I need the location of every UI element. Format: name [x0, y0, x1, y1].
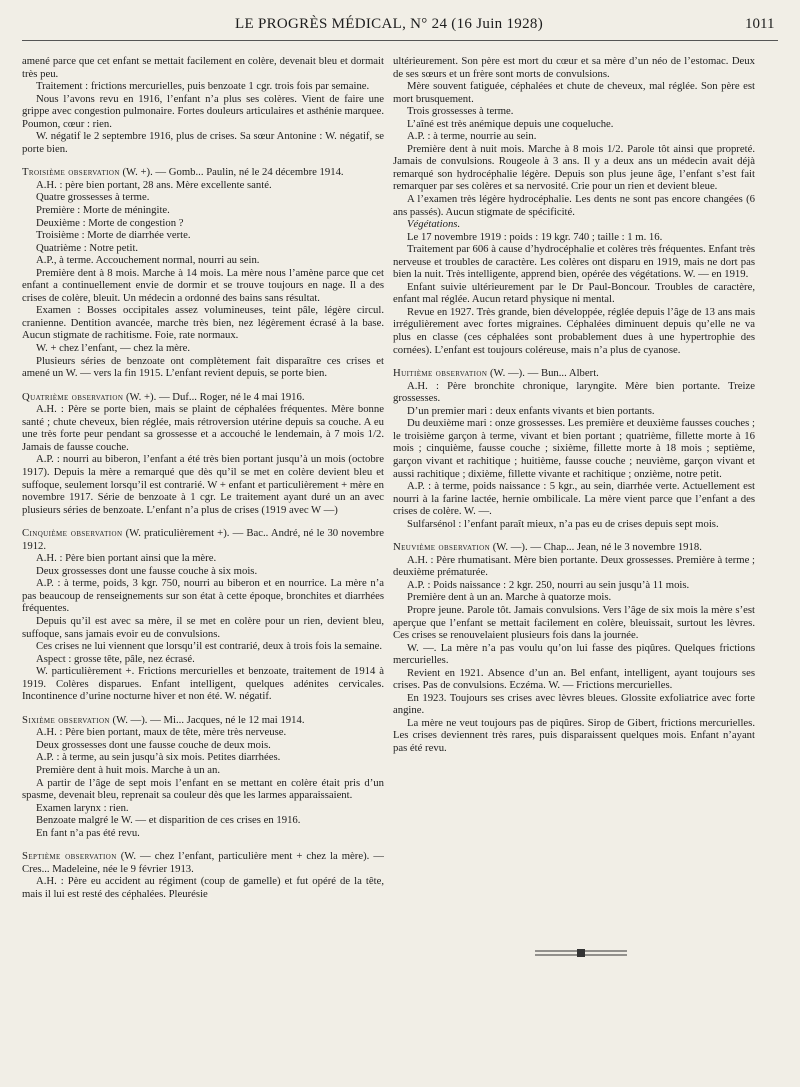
- paragraph-text: W. + chez l’enfant, — chez la mère.: [36, 342, 190, 355]
- paragraph-text: D’un premier mari : deux enfants vivants et bien portants.: [407, 404, 655, 417]
- paragraph: [22, 229, 384, 242]
- paragraph-text: A.H. : Père se porte bien, mais se plaint de céphalées fréquentes. Mère bonne santé ; chute cheveux, bien réglée, mais rétroversion utérine depuis sa couche. A eu une très forte peur pendant sa grossesse et a accouché le lendemain, à 7 mois 1/2. Jamais de fausse couche.: [22, 403, 384, 453]
- paragraph-text: (W. —). — Bun... Albert.: [489, 367, 599, 380]
- observation-heading-paragraph: [22, 527, 384, 552]
- paragraph-text: (W. —). — Mi... Jacques, né le 12 mai 1914.: [112, 713, 305, 726]
- paragraph: [393, 604, 755, 642]
- paragraph: [22, 751, 384, 764]
- observation-heading: Huitième observation: [393, 367, 488, 380]
- paragraph-text: La mère ne veut toujours pas de piqûres. Sirop de Gibert, frictions mercurielles. Les crises deviennent très rares, puis disparaissent quelques mois. Enfant n’ayant pas été revu.: [393, 716, 755, 754]
- paragraph: [22, 80, 384, 93]
- paragraph-text: (W. +). — Gomb... Paulin, né le 24 décembre 1914.: [122, 166, 344, 179]
- paragraph: [393, 130, 755, 143]
- paragraph-text: A.P. : à terme, poids, 3 kgr. 750, nourri au biberon et en nourrice. La mère n’a pas beaucoup de renseignements sur son état à cette époque, bronchites et diarrhées fréquentes.: [22, 577, 384, 615]
- paragraph-text: Ces crises ne lui viennent que lorsqu’il est contrarié, deux à trois fois la semaine.: [36, 640, 383, 653]
- paragraph: [22, 827, 384, 840]
- paragraph: [393, 118, 755, 131]
- paragraph: [393, 642, 755, 667]
- paragraph: [22, 577, 384, 615]
- paragraph-text: (W. — chez l’enfant, particulière ment + chez la mère). — Cres... Madeleine, née le 9 février 1913.: [22, 850, 384, 875]
- paragraph-text: Deuxième : Morte de congestion ?: [36, 216, 184, 229]
- paragraph: [22, 552, 384, 565]
- paragraph-text: Revient en 1921. Absence d’un an. Bel enfant, intelligent, ayant toujours ses crises. Pas de convulsions. Eczéma. W. — Frictions mercurielles.: [393, 666, 755, 692]
- paragraph: [393, 380, 755, 405]
- paragraph-text: ultérieurement. Son père est mort du cœur et sa mère d’un néo de l’estomac. Deux de ses sœurs et un frère sont morts de convulsions.: [393, 55, 755, 80]
- paragraph: [22, 130, 384, 155]
- paragraph-text: W. négatif le 2 septembre 1916, plus de crises. Sa sœur Antonine : W. négatif, se porte bien.: [22, 130, 384, 155]
- paragraph: [22, 179, 384, 192]
- paragraph: [393, 591, 755, 604]
- paragraph-text: W. —. La mère n’a pas voulu qu’on lui fasse des piqûres. Quelques frictions mercurielles.: [393, 641, 755, 667]
- paragraph: [393, 405, 755, 418]
- paragraph: [393, 55, 755, 80]
- paragraph-text: Sulfarsénol : l’enfant paraît mieux, n’a pas eu de crises depuis sept mois.: [407, 517, 719, 530]
- paragraph-text: A.H. : Père rhumatisant. Mère bien portante. Deux grossesses. Première à terme ; deuxième prématurée.: [393, 553, 755, 579]
- observation-heading: Troisième observation: [22, 166, 120, 179]
- paragraph-text: Traitement par 606 à cause d’hydrocéphalie et colères très fréquentes. Enfant très nerveuse et troubles de caractère. Les colères ont disparu en 1919, mais ne dort pas bien la nuit. Très intelligente, apprend bien, opérée des végétations. W. — en 1919.: [393, 243, 755, 281]
- paragraph: [22, 653, 384, 666]
- paragraph-text: Première dent à un an. Marche à quatorze mois.: [407, 591, 612, 604]
- paragraph-text: Première : Morte de méningite.: [36, 204, 170, 217]
- paragraph: [22, 355, 384, 380]
- paragraph-text: Première dent à huit mois. Marche à un an.: [36, 763, 221, 776]
- observation-heading: Neuvième observation: [393, 541, 491, 554]
- paragraph-text: A.H. : père bien portant, 28 ans. Mère excellente santé.: [36, 178, 272, 191]
- paragraph: [22, 217, 384, 230]
- paragraph: [22, 55, 384, 80]
- paragraph: [22, 726, 384, 739]
- paragraph: [22, 191, 384, 204]
- paragraph-text: Végétations.: [407, 218, 461, 231]
- left-column: [22, 55, 384, 1075]
- paragraph-text: Quatre grossesses à terme.: [36, 191, 150, 204]
- observation-heading-paragraph: [22, 714, 384, 727]
- paragraph: [22, 453, 384, 516]
- paragraph: [393, 193, 755, 218]
- paragraph-text: (W. —). — Chap... Jean, né le 3 novembre 1918.: [492, 541, 702, 554]
- paragraph-text: Première dent à nuit mois. Marche à 8 mois 1/2. Parole tôt ainsi que propreté. Jamais de convulsions. Rougeole à 3 ans. Il y a deux ans un médecin avait déjà remarqué son hydrocéphalie légère. Depuis son plus jeune âge, l’enfant s’est fait remarquer par ses colères et sa nervosité. Crie pour un rien et devient bleue.: [393, 142, 755, 193]
- paragraph-text: A.P. : Poids naissance : 2 kgr. 250, nourri au sein jusqu’à 11 mois.: [407, 578, 690, 591]
- paragraph-text: L’aîné est très anémique depuis une coqueluche.: [407, 117, 614, 130]
- paragraph: [22, 93, 384, 131]
- paragraph: [393, 243, 755, 281]
- paragraph: [393, 554, 755, 579]
- paragraph-text: A.P. : à terme, poids naissance : 5 kgr., au sein, diarrhée verte. Actuellement est nourri à la farine lactée, hernie ombilicale. La mère vient parce que l’enfant a des crises de colère. W. —.: [393, 480, 755, 518]
- paragraph: [22, 267, 384, 305]
- paragraph-text: Deux grossesses dont une fausse couche à six mois.: [36, 564, 258, 577]
- paragraph: [393, 218, 755, 231]
- paragraph-text: W. particulièrement +. Frictions mercurielles et benzoate, traitement de 1914 à 1919. Colères disparues. Enfant intelligent, quelques adénites cervicales. Incontinence d’urine nocturne hiver et non été. W. négatif.: [22, 665, 384, 703]
- paragraph-text: A.P. : à terme, nourrie au sein.: [407, 130, 537, 143]
- paragraph: [22, 254, 384, 267]
- paragraph: [393, 281, 755, 306]
- paragraph-text: Aspect : grosse tête, pâle, nez écrasé.: [36, 652, 195, 665]
- paragraph: [393, 417, 755, 480]
- paragraph-text: A.H. : Père bien portant ainsi que la mère.: [36, 552, 217, 565]
- observation-heading-paragraph: [393, 367, 755, 380]
- paragraph-text: En fant n’a pas été revu.: [36, 826, 140, 839]
- paragraph: [393, 105, 755, 118]
- paragraph-text: Quatrième : Notre petit.: [36, 241, 139, 254]
- paragraph: [22, 814, 384, 827]
- observation-heading-paragraph: [22, 850, 384, 875]
- section-end-ornament: [533, 948, 629, 958]
- paragraph-text: Propre jeune. Parole tôt. Jamais convulsions. Vers l’âge de six mois la mère s’est aperçue que l’enfant se mettait facilement en colère, bleuissait, surtout les lèvres. Ces crises se renouvelaient plusieurs fois dans la journée.: [393, 603, 755, 642]
- paragraph-text: Depuis qu’il est avec sa mère, il se met en colère pour un rien, devient bleu, suffoque, sans jamais evoir eu de convulsions.: [22, 614, 384, 640]
- paragraph: [393, 518, 755, 531]
- paragraph-text: Le 17 novembre 1919 : poids : 19 kgr. 740 ; taille : 1 m. 16.: [407, 230, 663, 243]
- paragraph-text: Trois grossesses à terme.: [407, 105, 514, 118]
- paragraph-text: Troisième : Morte de diarrhée verte.: [36, 229, 191, 242]
- paragraph-text: En 1923. Toujours ses crises avec lèvres bleues. Glossite exfoliatrice avec forte angine.: [393, 691, 755, 717]
- paragraph: [393, 80, 755, 105]
- paragraph-text: Nous l’avons revu en 1916, l’enfant n’a plus ses colères. Vient de faire une grippe avec congestion pulmonaire. Fortes douleurs articulaires et asthénie marquee. Poumon, cœur : rien.: [22, 92, 384, 130]
- paragraph: [22, 739, 384, 752]
- paragraph: [393, 717, 755, 755]
- right-column: [393, 55, 755, 1075]
- paragraph-text: Plusieurs séries de benzoate ont complètement fait disparaître ces crises et amené un W. — vers la fin 1915. L’enfant revient depuis, se porte bien.: [22, 354, 384, 380]
- paragraph: [393, 579, 755, 592]
- paragraph: [22, 665, 384, 703]
- page-number: 1011: [745, 16, 775, 32]
- paragraph-text: Benzoate malgré le W. — et disparition de ces crises en 1916.: [36, 814, 301, 827]
- paragraph-text: A.H. : Père bronchite chronique, laryngite. Mère bien portante. Treize grossesses.: [393, 379, 755, 405]
- paragraph: [22, 204, 384, 217]
- paragraph-text: Examen larynx : rien.: [36, 801, 129, 814]
- paragraph-text: Mère souvent fatiguée, céphalées et chute de cheveux, mal réglée. Son père est mort brusquement.: [393, 80, 755, 105]
- paragraph: [393, 231, 755, 244]
- paragraph-text: A.H. : Père bien portant, maux de tête, mère très nerveuse.: [36, 726, 287, 739]
- paragraph-text: amené parce que cet enfant se mettait facilement en colère, devenait bleu et dormait très peu.: [22, 55, 384, 80]
- paragraph: [393, 143, 755, 193]
- journal-title: LE PROGRÈS MÉDICAL, N° 24 (16 Juin 1928): [235, 16, 544, 32]
- observation-heading-paragraph: [22, 391, 384, 404]
- paragraph-text: (W. +). — Duf... Roger, né le 4 mai 1916.: [126, 390, 305, 403]
- paragraph: [22, 777, 384, 802]
- paragraph-text: Du deuxième mari : onze grossesses. Les première et deuxième fausses couches ; le troisième garçon à terme, vivant et bien portant ; quatrième, fillette morte à 16 mois ; cinquième, fausse couche ; sixième, fillette morte à 18 mois ; septième, garçon vivant et rachitique ; huitième, fausse couche ; neuvième, garçon vivant et aussi rachitique ; dixième, fillette vivante et rachitique ; onzième, notre petit.: [393, 417, 755, 480]
- paragraph-text: Deux grossesses dont une fausse couche de deux mois.: [36, 738, 271, 751]
- running-header: [0, 14, 800, 36]
- paragraph: [22, 304, 384, 342]
- paragraph-text: A.P., à terme. Accouchement normal, nourri au sein.: [36, 254, 260, 267]
- paragraph-text: Traitement : frictions mercurielles, puis benzoate 1 cgr. trois fois par semaine.: [36, 80, 370, 93]
- paragraph: [22, 640, 384, 653]
- paragraph-text: Enfant suivie ultérieurement par le Dr Paul-Boncour. Troubles de caractère, enfant mal réglée. Aucun retard physique ni mental.: [393, 280, 755, 306]
- paragraph-text: Revue en 1927. Très grande, bien développée, réglée depuis l’âge de 13 ans mais irrégulièrement avec fortes migraines. Céphalées diminuent depuis qu’elle ne va plus en classe (ces céphalées sont probablement dues à une hypertrophie des cornées). L’enfant est toujours coléreuse, mais n’a plus de cyanose.: [393, 305, 755, 356]
- observation-heading: Sixième observation: [22, 713, 110, 726]
- paragraph-text: A partir de l’âge de sept mois l’enfant en se mettant en colère était pris d’un spasme, devenait bleu, reprenait sa couleur dès que les larmes apparaissaient.: [22, 776, 384, 802]
- paragraph-text: Examen : Bosses occipitales assez volumineuses, teint pâle, légère circul. cranienne. Dentition avancée, marche très bien, nez légèrement écrasé à la base. Aucun stigmate de rachitisme. Foie, rate normaux.: [22, 304, 384, 342]
- header-rule: [22, 40, 778, 41]
- paragraph-text: Première dent à 8 mois. Marche à 14 mois. La mère nous l’amène parce que cet enfant a continuellement envie de dormir et se trouve toujours en nage. Il a des crises de colère, bleuit. Un médecin a ordonné des bains sans résultat.: [22, 266, 384, 304]
- paragraph-text: (W. praticulièrement +). — Bac.. André, né le 30 novembre 1912.: [22, 527, 384, 552]
- paragraph: [22, 615, 384, 640]
- paragraph: [393, 692, 755, 717]
- observation-heading: Cinquième observation: [22, 527, 123, 540]
- paragraph: [22, 802, 384, 815]
- paragraph-text: A l’examen très légère hydrocéphalie. Les dents ne sont pas encore changées (6 ans passés). Aucun stigmate de spécificité.: [393, 193, 755, 218]
- paragraph: [393, 480, 755, 518]
- paragraph: [393, 667, 755, 692]
- paragraph: [22, 875, 384, 900]
- observation-heading: Quatrième observation: [22, 390, 124, 403]
- paragraph: [22, 403, 384, 453]
- paragraph-text: A.P. : à terme, au sein jusqu’à six mois. Petites diarrhées.: [36, 751, 281, 764]
- observation-heading-paragraph: [22, 166, 384, 179]
- paragraph: [22, 242, 384, 255]
- paragraph-text: A.H. : Père eu accident au régiment (coup de gamelle) et fut opéré de la tête, mais il lui est resté des céphalées. Pleurésie: [22, 875, 384, 900]
- paragraph: [393, 306, 755, 356]
- observation-heading: Septième observation: [22, 850, 117, 863]
- paragraph: [22, 764, 384, 777]
- paragraph: [22, 342, 384, 355]
- paragraph-text: A.P. : nourri au biberon, l’enfant a été très bien portant jusqu’à un mois (octobre 1917). Depuis la mère a remarqué que dès qu’il se met en colère devient bleu et suffoque, seulement lorsqu’il est contrarié. W + enfant et particulièrement + mère en novembre 1917. Série de benzoate à 1 cgr. Le traitement ayant duré un an avec plusieurs séries de benzoate. L’enfant n’a plus de crises (1919 avec W —): [22, 453, 384, 516]
- paragraph: [22, 565, 384, 578]
- observation-heading-paragraph: [393, 541, 755, 554]
